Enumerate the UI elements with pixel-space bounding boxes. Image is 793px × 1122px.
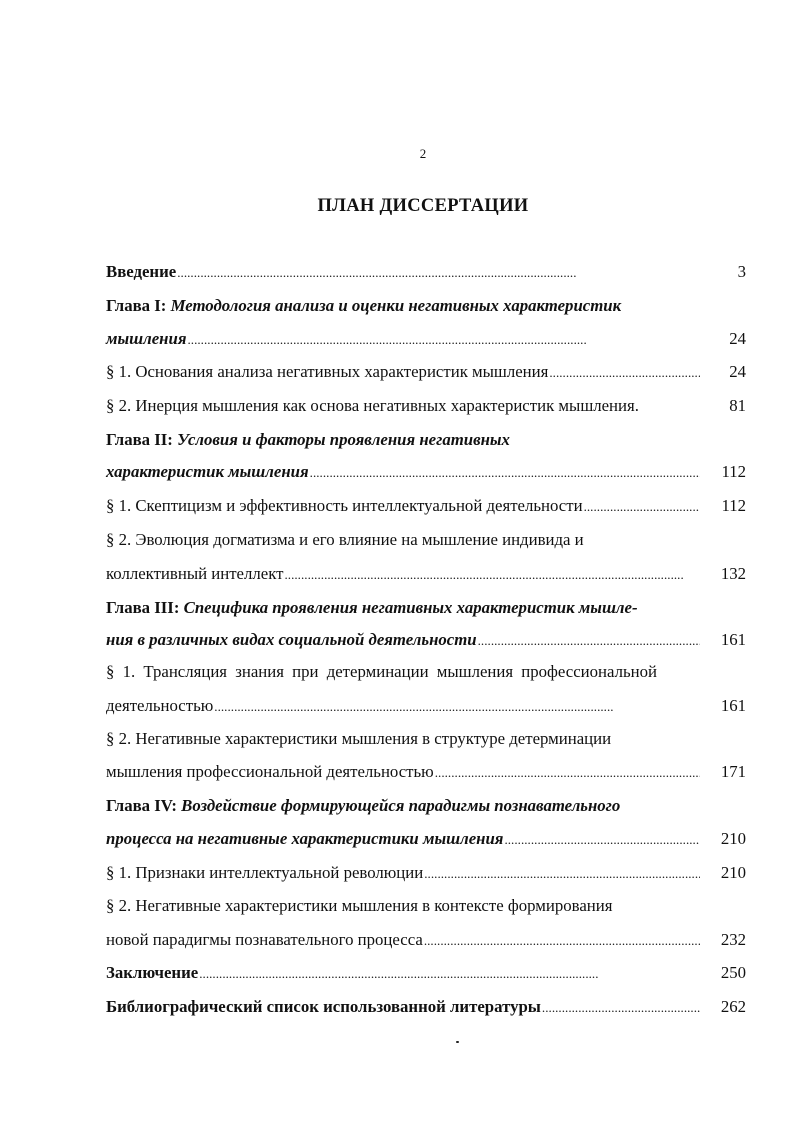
leader-dots: [584, 496, 700, 516]
toc-chapter-1-line2: [106, 329, 746, 353]
toc-label: § 1. Трансляция знания при детерминации мышления профессиональной: [106, 662, 658, 681]
leader-dots: [187, 329, 700, 349]
toc-section-2-2-line1: [106, 530, 746, 554]
leader-dots: [214, 696, 700, 716]
toc-entry-introduction: [106, 262, 746, 286]
chapter-title: Воздействие формирующейся парадигмы познавательного: [181, 796, 621, 815]
leader-dots: [549, 362, 700, 382]
toc-chapter-3-line2: [106, 630, 746, 654]
toc-chapter-4-line1: [106, 796, 746, 820]
toc-page: 210: [720, 829, 746, 848]
leader-dots: [478, 630, 700, 650]
toc-chapter-3-line1: [106, 598, 746, 622]
toc-section-2-2-line2: [106, 564, 746, 588]
toc-label-cont: деятельностью: [106, 696, 214, 715]
toc-entry-bibliography: [106, 997, 746, 1021]
toc-section-4-2-line2: [106, 930, 746, 954]
leader-dots: [424, 930, 700, 950]
toc-chapter-2-line1: [106, 430, 746, 454]
leader-dots: [435, 762, 700, 782]
toc-label: Библиографический список использованной литературы: [106, 997, 541, 1016]
leader-dots: [504, 829, 700, 849]
scan-speck: [456, 1041, 459, 1043]
toc-label: § 1. Признаки интеллектуальной революции: [106, 863, 424, 882]
toc-page: 112: [721, 462, 746, 481]
toc-page: 232: [720, 930, 746, 949]
toc-chapter-1-line1: [106, 296, 746, 320]
toc-section-4-1: [106, 863, 746, 887]
toc-page: 250: [720, 963, 746, 982]
toc-section-2-1: [106, 496, 746, 520]
toc-label-cont: коллективный интеллект: [106, 564, 284, 583]
toc-section-4-2-line1: [106, 896, 746, 920]
toc-label: Заключение: [106, 963, 199, 982]
leader-dots: [199, 963, 700, 983]
toc-page: 132: [720, 564, 746, 583]
chapter-title: Специфика проявления негативных характеристик мышле-: [183, 598, 638, 617]
toc-chapter-2-line2: [106, 462, 746, 486]
toc-label: Введение: [106, 262, 177, 281]
chapter-number: Глава III:: [106, 598, 180, 617]
toc-chapter-4-line2: [106, 829, 746, 853]
toc-page: 24: [729, 329, 746, 348]
toc-section-1-1: [106, 362, 746, 386]
leader-dots: [542, 997, 700, 1017]
toc-label: § 2. Негативные характеристики мышления в структуре детерминации: [106, 729, 612, 748]
toc-section-3-1-line1: [106, 662, 746, 686]
toc-page: 262: [720, 997, 746, 1016]
toc-label: § 2. Негативные характеристики мышления в контексте формирования: [106, 896, 613, 915]
leader-dots: [310, 462, 700, 482]
chapter-title: Условия и факторы проявления негативных: [177, 430, 510, 449]
leader-dots: [424, 863, 700, 883]
toc-page: 3: [737, 262, 746, 281]
leader-dots: [284, 564, 700, 584]
leader-dots: [177, 262, 700, 282]
toc-label-cont: мышления профессиональной деятельностью: [106, 762, 434, 781]
toc-section-3-2-line2: [106, 762, 746, 786]
toc-label: § 1. Скептицизм и эффективность интеллектуальной деятельности: [106, 496, 583, 515]
page-title: ПЛАН ДИССЕРТАЦИИ: [317, 196, 529, 216]
toc-label: § 2. Инерция мышления как основа негативных характеристик мышления.: [106, 396, 639, 415]
chapter-title-cont: мышления: [106, 329, 187, 348]
toc-entry-conclusion: [106, 963, 746, 987]
toc-section-3-2-line1: [106, 729, 746, 753]
chapter-title: Методология анализа и оценки негативных характеристик: [170, 296, 622, 315]
toc-label: § 1. Основания анализа негативных характеристик мышления: [106, 362, 549, 381]
page-number: 2: [419, 146, 427, 161]
toc-page: 171: [720, 762, 746, 781]
toc-page: 161: [720, 696, 746, 715]
chapter-title-cont: характеристик мышления: [106, 462, 309, 481]
toc-section-3-1-line2: [106, 696, 746, 720]
chapter-number: Глава IV:: [106, 796, 177, 815]
chapter-title-cont: ния в различных видах социальной деятельности: [106, 630, 477, 649]
toc-label: § 2. Эволюция догматизма и его влияние на мышление индивида и: [106, 530, 584, 549]
toc-page: 161: [720, 630, 746, 649]
chapter-number: Глава I:: [106, 296, 167, 315]
chapter-title-cont: процесса на негативные характеристики мышления: [106, 829, 504, 848]
toc-page: 24: [729, 362, 746, 381]
toc-section-1-2: [106, 396, 746, 420]
toc-page: 210: [720, 863, 746, 882]
toc-label-cont: новой парадигмы познавательного процесса: [106, 930, 423, 949]
chapter-number: Глава II:: [106, 430, 173, 449]
toc-page: 81: [729, 396, 746, 415]
toc-page: 112: [721, 496, 746, 515]
